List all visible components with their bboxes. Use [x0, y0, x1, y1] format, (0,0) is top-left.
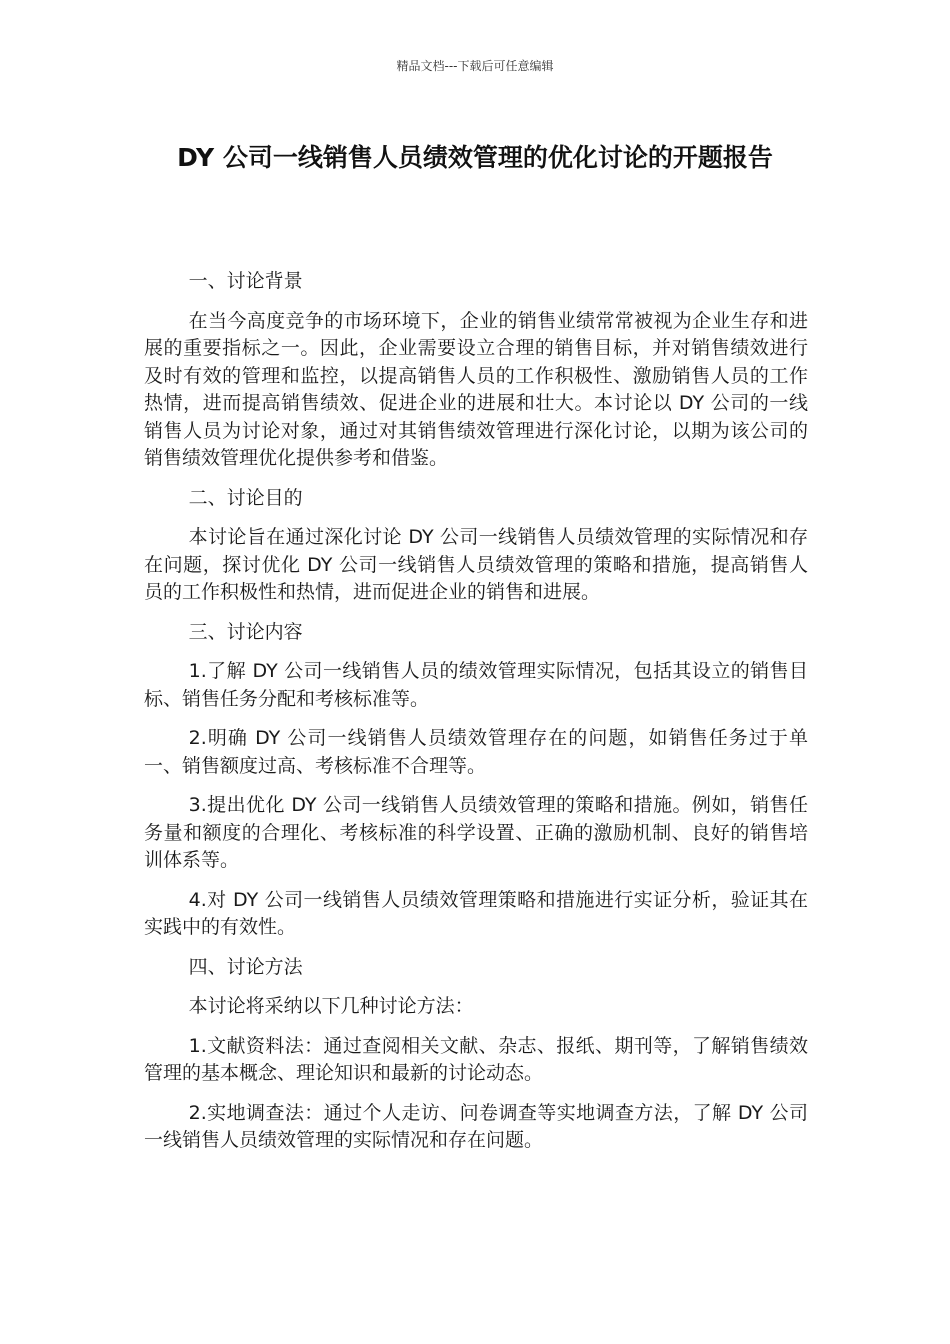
- section-heading-purpose: 二、讨论目的: [188, 486, 303, 509]
- header-note: 精品文档---下载后可任意编辑: [396, 59, 554, 73]
- list-item-content-3: 3.提出优化 DY 公司一线销售人员绩效管理的策略和措施。例如，销售任务量和额度的合理化、考核标准的科学设置、正确的激励机制、良好的销售培训体系等。: [144, 794, 808, 871]
- list-item-content-1: 1.了解 DY 公司一线销售人员的绩效管理实际情况，包括其设立的销售目标、销售任务分配和考核标准等。: [144, 660, 808, 710]
- section-heading-content: 三、讨论内容: [188, 620, 303, 643]
- list-item-content-4: 4.对 DY 公司一线销售人员绩效管理策略和措施进行实证分析，验证其在实践中的有效性。: [144, 888, 808, 938]
- document-title: DY 公司一线销售人员绩效管理的优化讨论的开题报告: [177, 143, 773, 172]
- paragraph-background: 在当今高度竞争的市场环境下，企业的销售业绩常常被视为企业生存和进展的重要指标之一。因此，企业需要设立合理的销售目标，并对销售绩效进行及时有效的管理和监控，以提高销售人员的工作积极性、激励销售人员的工作热情，进而提高销售绩效、促进企业的进展和壮大。本讨论以 DY 公司的一线销售人员为讨论对象，通过对其销售绩效管理进行深化讨论，以期为该公司的销售绩效管理优化提供参考和借鉴。: [144, 309, 808, 469]
- section-heading-background: 一、讨论背景: [188, 270, 303, 292]
- section-heading-methods: 四、讨论方法: [188, 955, 303, 978]
- list-item-method-1: 1.文献资料法：通过查阅相关文献、杂志、报纸、期刊等，了解销售绩效管理的基本概念、理论知识和最新的讨论动态。: [144, 1034, 808, 1084]
- list-item-method-2: 2.实地调查法：通过个人走访、问卷调查等实地调查方法，了解 DY 公司一线销售人员绩效管理的实际情况和存在问题。: [144, 1101, 808, 1151]
- paragraph-purpose: 本讨论旨在通过深化讨论 DY 公司一线销售人员绩效管理的实际情况和存在问题，探讨优化 DY 公司一线销售人员绩效管理的策略和措施，提高销售人员的工作积极性和热情，进而促进企业的销售和进展。: [144, 526, 808, 603]
- document-body: [144, 268, 808, 1167]
- list-item-content-2: 2.明确 DY 公司一线销售人员绩效管理存在的问题，如销售任务过于单一、销售额度过高、考核标准不合理等。: [144, 727, 808, 777]
- paragraph-methods-intro: 本讨论将采纳以下几种讨论方法：: [188, 995, 474, 1017]
